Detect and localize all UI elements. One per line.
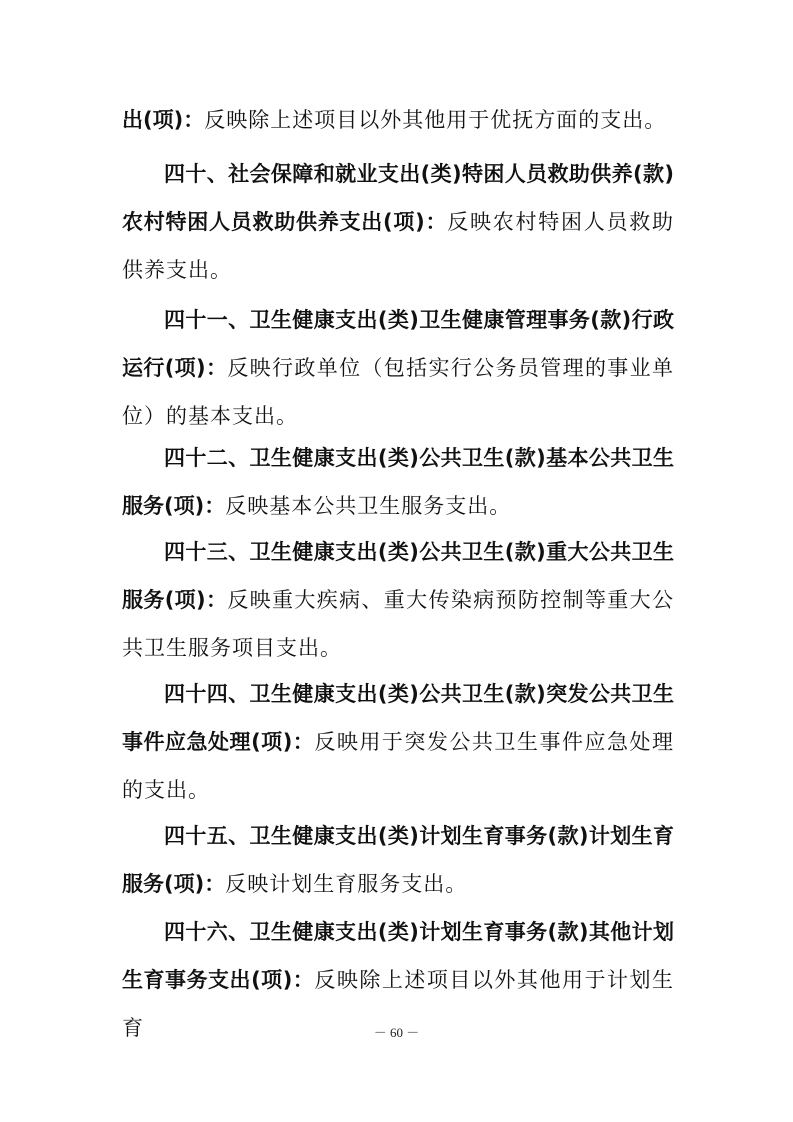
paragraph-entry-40 (122, 150, 674, 294)
paragraph-entry-41 (122, 296, 674, 440)
entry-heading: 四十三、卫生健康支出(类)公共卫生(款)重大公共卫生服务(项)： (122, 540, 674, 612)
entry-body: 反映农村特困人员救助供养支出。 (122, 210, 675, 282)
entry-heading: 四十二、卫生健康支出(类)公共卫生(款)基本公共卫生服务(项)： (122, 446, 674, 518)
paragraph-entry-42 (122, 434, 674, 530)
entry-heading: 四十四、卫生健康支出(类)公共卫生(款)突发公共卫生事件应急处理(项)： (122, 682, 674, 754)
entry-body: 反映除上述项目以外其他用于优抚方面的支出。 (204, 108, 667, 132)
paragraph-entry-continued (122, 96, 674, 144)
entry-heading: 出(项)： (122, 108, 205, 132)
entry-body: 反映重大疾病、重大传染病预防控制等重大公共卫生服务项目支出。 (122, 588, 674, 660)
entry-heading: 四十五、卫生健康支出(类)计划生育事务(款)计划生育服务(项)： (122, 824, 674, 896)
paragraph-entry-43 (122, 528, 674, 672)
entry-heading: 四十、社会保障和就业支出(类)特困人员救助供养(款)农村特困人员救助供养支出(项)： (122, 162, 674, 234)
entry-heading: 四十一、卫生健康支出(类)卫生健康管理事务(款)行政运行(项)： (122, 308, 674, 380)
paragraph-entry-44 (122, 670, 674, 814)
entry-body: 反映用于突发公共卫生事件应急处理的支出。 (122, 730, 675, 802)
entry-body: 反映行政单位（包括实行公务员管理的事业单位）的基本支出。 (122, 356, 674, 428)
paragraph-entry-45 (122, 812, 674, 908)
page-number: － 60 － (373, 1025, 420, 1040)
entry-body: 反映基本公共卫生服务支出。 (225, 494, 512, 518)
entry-heading: 四十六、卫生健康支出(类)计划生育事务(款)其他计划生育事务支出(项)： (122, 920, 674, 992)
entry-body: 反映计划生育服务支出。 (225, 872, 468, 896)
entry-body: 反映除上述项目以外其他用于计划生育 (122, 968, 675, 1040)
